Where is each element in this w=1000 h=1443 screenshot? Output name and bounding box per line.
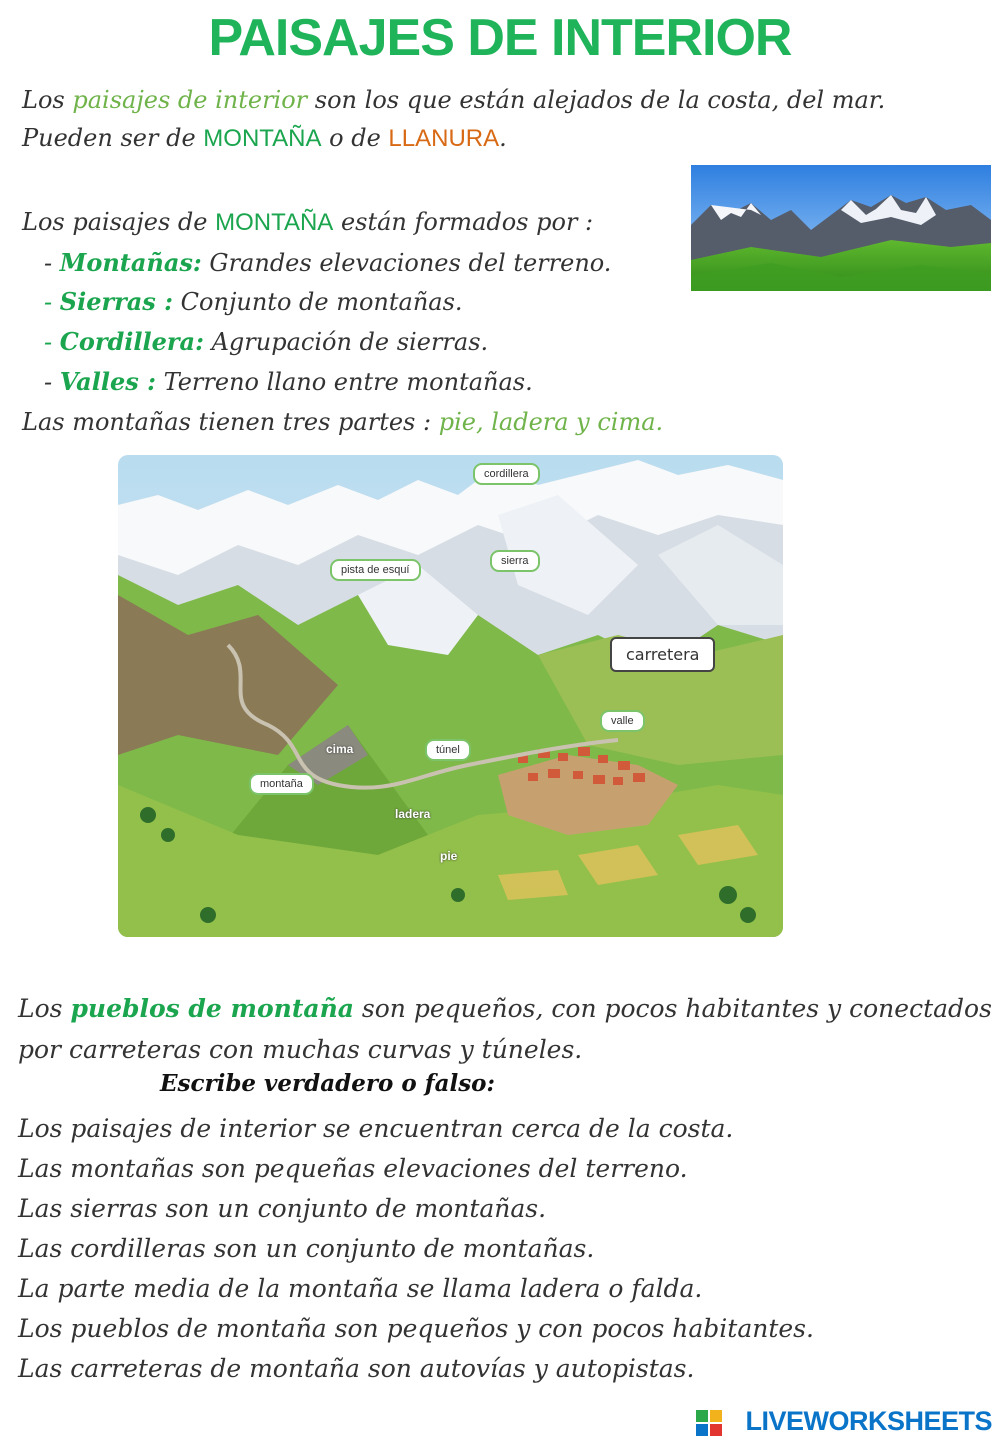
list-def: Grandes elevaciones del terreno. — [201, 249, 612, 277]
intro-text: . — [499, 124, 507, 152]
list-def: Conjunto de montañas. — [173, 288, 463, 316]
mountain-photo — [691, 165, 991, 291]
parts-highlight: pie, ladera y cima. — [438, 408, 664, 436]
intro-text: o de — [321, 124, 389, 152]
label-pista-de-esqui: pista de esquí — [330, 559, 421, 581]
list-term: Valles : — [59, 367, 156, 396]
intro-highlight: paisajes de interior — [72, 86, 308, 114]
statement: Las montañas son pequeñas elevaciones del terreno. — [18, 1154, 688, 1183]
label-cordillera: cordillera — [473, 463, 540, 485]
mountain-illustration — [118, 455, 783, 937]
list-term: Montañas: — [59, 248, 202, 277]
liveworksheets-logo-icon — [696, 1410, 722, 1436]
footer-brand[interactable]: LIVEWORKSHEETS — [745, 1406, 992, 1436]
statement: Las cordilleras son un conjunto de montañas. — [18, 1234, 595, 1263]
pueblos-text: Los — [18, 994, 71, 1023]
statement: Las carreteras de montaña son autovías y autopistas. — [18, 1354, 695, 1383]
label-montana: montaña — [249, 773, 314, 795]
pueblos-line-2: por carreteras con muchas curvas y túneles. — [18, 1035, 583, 1064]
statement: Los paisajes de interior se encuentran cerca de la costa. — [18, 1114, 734, 1143]
intro-line-2 — [22, 122, 507, 155]
list-term: Cordillera: — [59, 327, 204, 356]
label-sierra: sierra — [490, 550, 540, 572]
statement: Las sierras son un conjunto de montañas. — [18, 1194, 547, 1223]
list-dash: - — [44, 368, 60, 396]
intro-text: son los que están alejados de la costa, del mar. — [307, 86, 886, 114]
label-carretera: carretera — [610, 637, 715, 672]
list-term: Sierras : — [59, 287, 174, 316]
keyword-montana: MONTAÑA — [203, 125, 322, 152]
statement: Los pueblos de montaña son pequeños y con pocos habitantes. — [18, 1314, 814, 1343]
pueblos-highlight: pueblos de montaña — [70, 994, 354, 1023]
intro-line-1 — [22, 84, 885, 116]
exercise-heading: Escribe verdadero o falso: — [160, 1070, 496, 1097]
label-tunel: túnel — [425, 739, 471, 761]
montana-text: están formados por : — [333, 208, 594, 236]
keyword-montana: MONTAÑA — [215, 209, 334, 236]
list-item — [44, 247, 611, 279]
page-title: PAISAJES DE INTERIOR — [208, 9, 792, 67]
list-def: Terreno llano entre montañas. — [155, 368, 533, 396]
intro-text: Los — [22, 86, 73, 114]
statement: La parte media de la montaña se llama ladera o falda. — [18, 1274, 703, 1303]
list-dash: - — [44, 288, 60, 316]
parts-text: Las montañas tienen tres partes : — [22, 408, 439, 436]
montana-text: Los paisajes de — [22, 208, 216, 236]
montana-intro — [22, 206, 593, 239]
keyword-llanura: LLANURA — [388, 125, 500, 152]
mountain-parts — [22, 406, 663, 438]
label-valle: valle — [600, 710, 645, 732]
list-item — [44, 286, 463, 318]
label-cima: cima — [326, 742, 354, 756]
list-item — [44, 326, 488, 358]
label-ladera: ladera — [395, 807, 431, 821]
list-def: Agrupación de sierras. — [203, 328, 489, 356]
list-dash: - — [44, 328, 60, 356]
label-pie: pie — [440, 849, 458, 863]
pueblos-text: son pequeños, con pocos habitantes y conectados — [353, 994, 992, 1023]
list-dash: - — [44, 249, 60, 277]
list-item — [44, 366, 533, 398]
pueblos-line-1 — [18, 993, 992, 1025]
intro-text: Pueden ser de — [22, 124, 204, 152]
